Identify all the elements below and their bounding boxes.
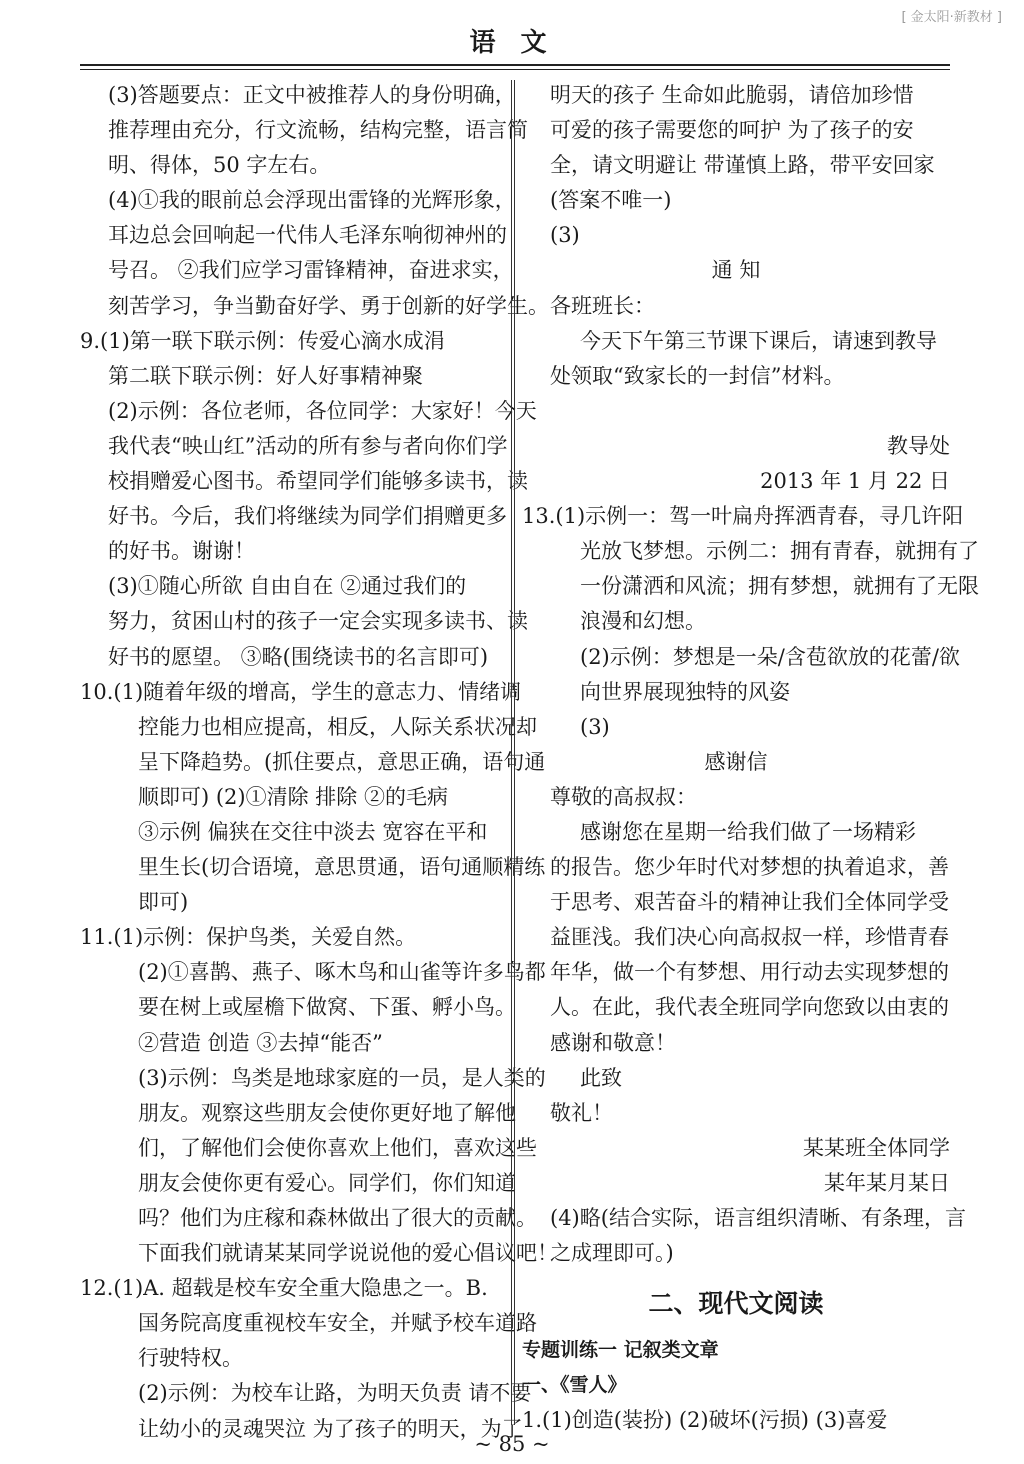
left-text-line: 10.(1)随着年级的增高，学生的意志力、情绪调 bbox=[80, 679, 522, 704]
left-text-line: (3)示例：鸟类是地球家庭的一员，是人类的 bbox=[138, 1065, 546, 1090]
right-text-line: 之成理即可。) bbox=[550, 1241, 674, 1266]
left-text-line: (4)①我的眼前总会浮现出雷锋的光辉形象， bbox=[108, 188, 516, 213]
right-text-line: 明天的孩子 生命如此脆弱，请倍加珍惜 bbox=[550, 83, 914, 107]
right-text-line: 尊敬的高叔叔： bbox=[550, 784, 697, 809]
right-text-line: (3) bbox=[580, 714, 610, 739]
section-item-title: 一、《雪人》 bbox=[522, 1374, 627, 1397]
left-text-line: 好书。今后，我们将继续为同学们捐赠更多 bbox=[108, 504, 507, 529]
left-text-line: 国务院高度重视校车安全，并赋予校车道路 bbox=[138, 1311, 537, 1336]
right-column bbox=[522, 78, 979, 1438]
right-text-line: 今天下午第三节课下课后，请速到教导 bbox=[580, 328, 937, 353]
right-text-line: 某某班全体同学 bbox=[803, 1135, 950, 1160]
left-text-line: ③示例 偏狭在交往中淡去 宽容在平和 bbox=[138, 819, 488, 844]
page-number: ~ 85 ~ bbox=[474, 1432, 550, 1456]
right-text-line: 全，请文明避让 带谨慎上路，带平安回家 bbox=[550, 153, 935, 178]
left-text-line: ②营造 创造 ③去掉“能否” bbox=[138, 1030, 383, 1055]
section-answer-line: 1.(1)创造(装扮) (2)破坏(污损) (3)喜爱 bbox=[522, 1408, 888, 1433]
right-text-line: 教导处 bbox=[887, 433, 950, 458]
column-divider bbox=[511, 80, 515, 1425]
left-text-line: 推荐理由充分，行文流畅，结构完整，语言简 bbox=[108, 118, 528, 143]
right-text-line: 益匪浅。我们决心向高叔叔一样，珍惜青春 bbox=[550, 925, 949, 950]
right-text-line: 敬礼！ bbox=[550, 1100, 613, 1125]
left-text-line: 第二联下联示例：好人好事精神聚 bbox=[108, 363, 423, 388]
left-text-line: 们，了解他们会使你喜欢上他们，喜欢这些 bbox=[138, 1135, 537, 1160]
right-text-line: 人。在此，我代表全班同学向您致以由衷的 bbox=[550, 995, 949, 1020]
right-text-line: 于思考、艰苦奋斗的精神让我们全体同学受 bbox=[550, 890, 949, 915]
right-text-line: 浪漫和幻想。 bbox=[580, 609, 706, 634]
page-header-title: 语 文 bbox=[469, 28, 555, 58]
left-text-line: 要在树上或屋檐下做窝、下蛋、孵小鸟。 bbox=[138, 995, 516, 1020]
left-text-line: (2)①喜鹊、燕子、啄木鸟和山雀等许多鸟都 bbox=[138, 960, 546, 985]
right-text-line bbox=[522, 394, 950, 429]
left-text-line: 行驶特权。 bbox=[138, 1346, 243, 1371]
right-text-line: 处领取“致家长的一封信”材料。 bbox=[550, 363, 845, 388]
left-text-line: 朋友。观察这些朋友会使你更好地了解他 bbox=[138, 1100, 516, 1125]
right-text-line: 可爱的孩子需要您的呵护 为了孩子的安 bbox=[550, 118, 914, 143]
right-text-line: 此致 bbox=[580, 1065, 622, 1090]
right-text-line: (2)示例：梦想是一朵/含苞欲放的花蕾/欲 bbox=[580, 644, 960, 669]
left-text-line: 吗？他们为庄稼和森林做出了很大的贡献。 bbox=[138, 1206, 537, 1230]
header-rule bbox=[80, 64, 950, 66]
left-text-line: 刻苦学习，争当勤奋好学、勇于创新的好学生。 bbox=[108, 293, 549, 318]
header-rule-thin bbox=[80, 69, 950, 70]
left-text-line: 我代表“映山红”活动的所有参与者向你们学 bbox=[108, 433, 508, 458]
left-text-line: 即可) bbox=[138, 890, 189, 915]
left-text-line: 朋友会使你更有爱心。同学们，你们知道 bbox=[138, 1170, 516, 1195]
right-text-line: 通 知 bbox=[711, 258, 761, 283]
right-text-line: 的报告。您少年时代对梦想的执着追求，善 bbox=[550, 855, 949, 880]
right-column-lines bbox=[522, 78, 979, 1271]
header-corner-mark: [ 金太阳·新教材 ] bbox=[901, 10, 1002, 25]
left-text-line: 好书的愿望。 ③略(围绕读书的名言即可) bbox=[108, 644, 489, 669]
left-text-line: 顺即可) (2)①清除 排除 ②的毛病 bbox=[138, 784, 448, 809]
right-text-line: 2013 年 1 月 22 日 bbox=[760, 469, 950, 494]
left-text-line: (3)答题要点：正文中被推荐人的身份明确， bbox=[108, 83, 516, 107]
left-text-line: 的好书。谢谢！ bbox=[108, 539, 255, 564]
left-text-line: 校捐赠爱心图书。希望同学们能够多读书，读 bbox=[108, 469, 528, 494]
right-text-line: 各班班长： bbox=[550, 293, 655, 318]
left-text-line: (3)①随心所欲 自由自在 ②通过我们的 bbox=[108, 574, 467, 599]
left-text-line: 耳边总会回响起一代伟人毛泽东响彻神州的 bbox=[108, 223, 507, 248]
left-text-line: 里生长(切合语境，意思贯通，语句通顺精练 bbox=[138, 855, 546, 880]
right-text-line: 某年某月某日 bbox=[824, 1170, 950, 1195]
section-title: 二、现代文阅读 bbox=[648, 1289, 824, 1319]
left-text-line: 让幼小的灵魂哭泣 为了孩子的明天，为了 bbox=[138, 1416, 523, 1441]
left-text-line: 明、得体，50 字左右。 bbox=[108, 153, 331, 178]
right-text-line: 感谢您在星期一给我们做了一场精彩 bbox=[580, 819, 916, 844]
left-text-line: (2)示例：为校车让路，为明天负责 请不要 bbox=[138, 1381, 532, 1406]
right-text-line: 向世界展现独特的风姿 bbox=[580, 679, 790, 704]
right-text-line: (3) bbox=[550, 223, 580, 248]
left-text-line: 9.(1)第一联下联示例：传爱心滴水成涓 bbox=[80, 328, 445, 353]
left-text-line: 呈下降趋势。(抓住要点，意思正确，语句通 bbox=[138, 749, 546, 774]
right-text-line: 感谢和敬意！ bbox=[550, 1030, 676, 1055]
right-text-line: 13.(1)示例一：驾一叶扁舟挥洒青春，寻几许阳 bbox=[522, 504, 964, 529]
right-text-line: 光放飞梦想。示例二：拥有青春，就拥有了 bbox=[580, 539, 979, 564]
left-text-line: 努力，贫困山村的孩子一定会实现多读书、读 bbox=[108, 609, 528, 634]
left-text-line: (2)示例：各位老师，各位同学：大家好！今天 bbox=[108, 398, 537, 423]
right-text-line: 年华，做一个有梦想、用行动去实现梦想的 bbox=[550, 960, 949, 985]
right-text-line: 一份潇洒和风流；拥有梦想，就拥有了无限 bbox=[580, 574, 979, 599]
left-text-line: 下面我们就请某某同学说说他的爱心倡议吧！ bbox=[138, 1241, 558, 1266]
right-text-line: 感谢信 bbox=[704, 749, 768, 774]
left-text-line: 11.(1)示例：保护鸟类，关爱自然。 bbox=[80, 925, 417, 950]
section-subtitle: 专题训练一 记叙类文章 bbox=[522, 1339, 719, 1362]
right-text-line: (答案不唯一) bbox=[550, 188, 672, 213]
right-text-line: (4)略(结合实际，语言组织清晰、有条理，言 bbox=[550, 1206, 966, 1230]
left-text-line: 12.(1)A. 超载是校车安全重大隐患之一。B. bbox=[80, 1276, 488, 1301]
left-text-line: 号召。 ②我们应学习雷锋精神，奋进求实， bbox=[108, 258, 514, 283]
left-text-line: 控能力也相应提高，相反，人际关系状况却 bbox=[138, 714, 537, 739]
